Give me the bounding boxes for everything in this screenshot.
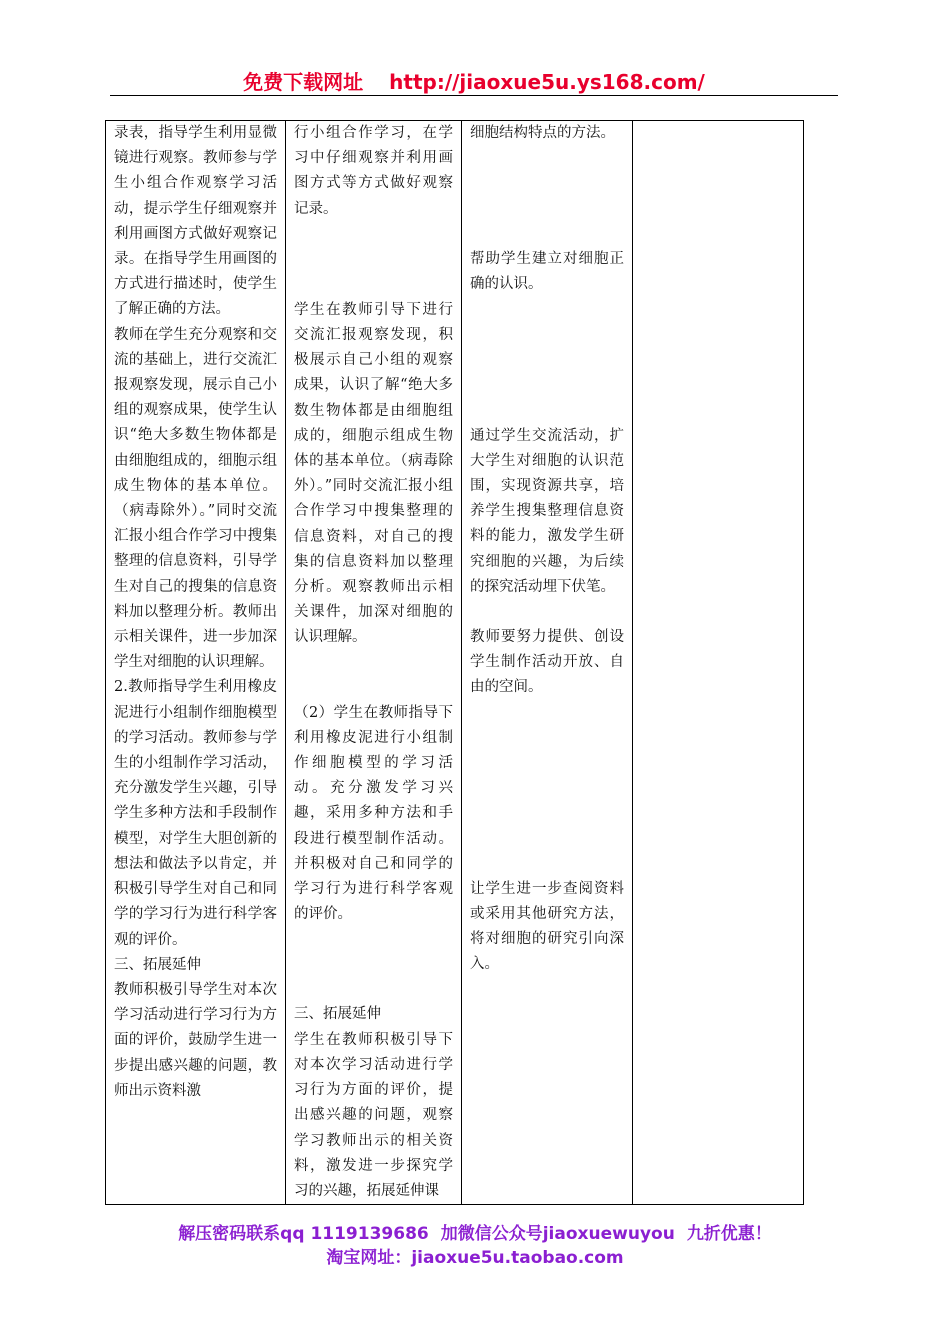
student-text-model: （2）学生在教师指导下利用橡皮泥进行小组制作细胞模型的学习活动。充分激发学习兴趣，采用多种方法和手段进行模型制作活动。并积极对自己和同学的学习行为进行科学客观的评价。	[294, 704, 453, 923]
teacher-section-heading: 三、拓展延伸	[114, 956, 201, 973]
header-divider	[110, 95, 838, 96]
student-text-observation: 行小组合作学习，在学习中仔细观察并利用画图方式等方式做好观察记录。	[294, 125, 453, 217]
page-header	[110, 66, 838, 95]
teacher-activity-cell	[106, 121, 286, 1205]
teacher-text-model: 2.教师指导学生利用橡皮泥进行小组制作细胞模型的学习活动。教师参与学生的小组制作学习活动，充分激发学生兴趣，引导学生多种方法和手段制作模型，对学生大胆创新的想法和做法予以肯定，并积极引导学生对自己和同学的学习行为进行科学客观的评价。	[114, 679, 277, 948]
teacher-text-observation: 录表，指导学生利用显微镜进行观察。教师参与学生小组合作观察学习活动，提示学生仔细观察并利用画图方式做好观察记录。在指导学生用画图的方式进行描述时，使学生了解正确的方法。	[114, 125, 277, 318]
table-row	[106, 121, 804, 1205]
student-text-report: 学生在教师引导下进行交流汇报观察发现，积极展示自己小组的观察成果，认识了解“绝大多数生物体都是由细胞组成的，细胞示组成生物体的基本单位。（病毒除外）。”同时交流汇报小组合作学习中搜集整理的信息资料，对自己的搜集的信息资料加以整理分析。观察教师出示相关课件，加深对细胞的认识理解。	[294, 301, 453, 646]
lesson-plan-table	[105, 120, 804, 1205]
intent-text-space: 教师要努力提供、创设学生制作活动开放、自由的空间。	[470, 629, 624, 696]
footer-taobao-link[interactable]: 淘宝网址：jiaoxue5u.taobao.com	[326, 1248, 624, 1268]
teacher-text-extension: 教师积极引导学生对本次学习活动进行学习行为方面的评价，鼓励学生进一步提出感兴趣的问题，教师出示资料激	[114, 981, 277, 1099]
design-intent-cell	[462, 121, 633, 1205]
header-label: 免费下载网址	[243, 70, 364, 94]
footer-line-1	[0, 1219, 950, 1244]
notes-cell	[633, 121, 804, 1205]
student-text-extension: 学生在教师积极引导下对本次学习活动进行学习行为方面的评价，提出感兴趣的问题，观察学习教师出示的相关资料，激发进一步探究学习的兴趣，拓展延伸课	[294, 1031, 453, 1199]
intent-text-method: 细胞结构特点的方法。	[470, 125, 615, 141]
intent-text-recognition: 帮助学生建立对细胞正确的认识。	[470, 251, 624, 293]
header-url-link[interactable]: http://jiaoxue5u.ys168.com/	[389, 70, 705, 94]
footer-discount: 九折优惠！	[686, 1224, 772, 1244]
student-activity-cell	[286, 121, 462, 1205]
intent-text-exchange: 通过学生交流活动，扩大学生对细胞的认识范围，实现资源共享，培养学生搜集整理信息资料的能力，激发学生研究细胞的兴趣，为后续的探究活动埋下伏笔。	[470, 427, 624, 595]
student-section-heading: 三、拓展延伸	[294, 1006, 381, 1023]
footer-password-contact: 解压密码联系qq 1119139686	[178, 1224, 429, 1244]
intent-text-further: 让学生进一步查阅资料或采用其他研究方法，将对细胞的研究引向深入。	[470, 880, 624, 973]
teacher-text-report: 教师在学生充分观察和交流的基础上，进行交流汇报观察发现，展示自己小组的观察成果，使学生认识“绝大多数生物体都是由细胞组成的，细胞示组成生物体的基本单位。（病毒除外）。”同时交流汇报小组合作学习中搜集整理的信息资料，引导学生对自己的搜集的信息资料加以整理分析。教师出示相关课件，进一步加深学生对细胞的认识理解。	[114, 326, 277, 671]
footer-wechat: 加微信公众号jiaoxuewuyou	[440, 1224, 675, 1244]
